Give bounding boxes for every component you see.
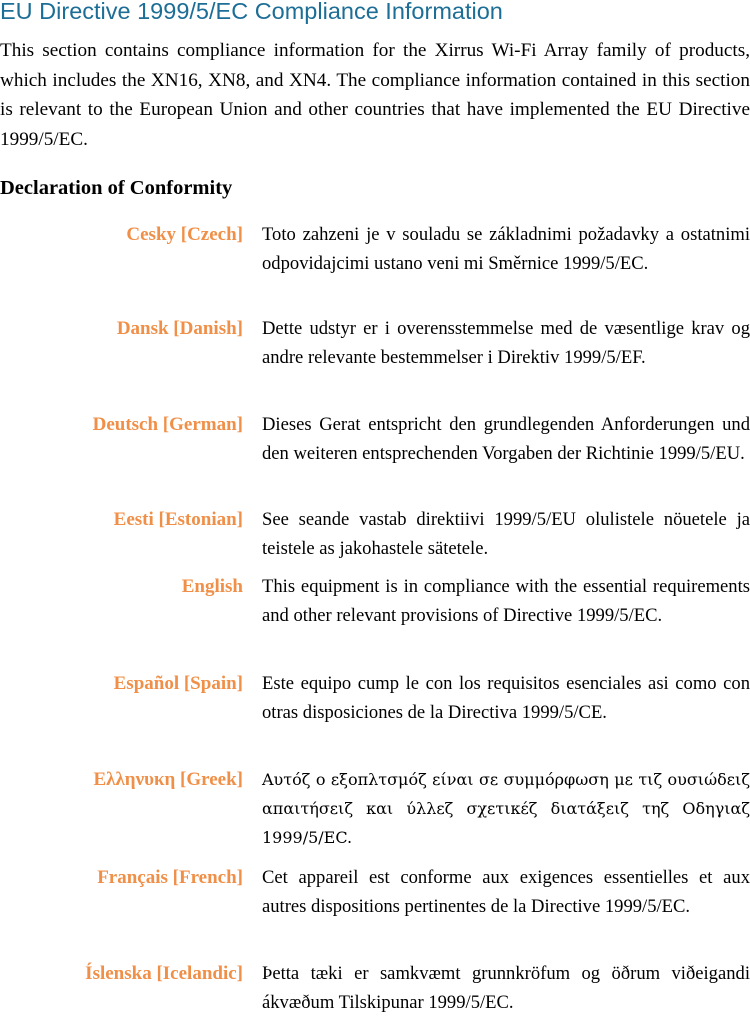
declaration-row-czech <box>0 220 750 314</box>
intro-paragraph: This section contains compliance information for the Xirrus Wi-Fi Array family of products, which includes the XN16, XN8, and XN4. The compliance information contained in this section is relevant to the European Union and other countries that have implemented the EU Directive 1999/5/EC. <box>0 40 750 150</box>
declaration-table <box>0 220 750 1027</box>
declaration-row-german <box>0 410 750 505</box>
declaration-heading: Declaration of Conformity <box>0 177 233 199</box>
declaration-text: This equipment is in compliance with the essential requirements and other relevant provisions of Directive 1999/5/EC. <box>262 576 750 626</box>
language-label: Français [French] <box>97 867 243 888</box>
declaration-row-danish <box>0 314 750 410</box>
declaration-text: Dieses Gerat entspricht den grundlegenden Anforderungen und den weiteren entsprechenden Vorgaben der Richtinie 1999/5/EU. <box>262 414 750 464</box>
declaration-row-french <box>0 863 750 959</box>
declaration-row-estonian <box>0 505 750 572</box>
declaration-text: See seande vastab direktiivi 1999/5/EU olulistele nöuetele ja teistele as jakohastele sätetele. <box>262 509 750 559</box>
declaration-text: Cet appareil est conforme aux exigences essentielles et aux autres dispositions pertinentes de la Directive 1999/5/EC. <box>262 867 750 917</box>
language-label: Español [Spain] <box>113 673 243 694</box>
declaration-row-spanish <box>0 669 750 765</box>
language-label: Dansk [Danish] <box>116 318 243 339</box>
declaration-row-greek <box>0 765 750 863</box>
section-title: EU Directive 1999/5/EC Compliance Information <box>0 0 503 24</box>
language-label: Eesti [Estonian] <box>113 509 243 530</box>
declaration-text: Este equipo cump le con los requisitos esenciales asi como con otras disposiciones de la Directiva 1999/5/CE. <box>262 673 750 723</box>
declaration-row-icelandic <box>0 959 750 1027</box>
language-label: Ελληνυκη [Greek] <box>93 769 243 790</box>
declaration-text: Þetta tæki er samkvæmt grunnkröfum og öðrum viðeigandi ákvæðum Tilskipunar 1999/5/EC. <box>262 963 750 1013</box>
language-label: English <box>181 576 243 597</box>
declaration-text: Αυτόζ ο εξοπλτσμόζ είναι σε συμμόρφωση με τιζ ουσιώδειζ απαιτήσειζ και ύλλεζ σχετικέζ διατάξειζ τηζ Οδηγιαζ 1999/5/EC. <box>262 770 750 847</box>
declaration-text: Toto zahzeni je v souladu se základnimi požadavky a ostatnimi odpovidajcimi ustano veni mi Směrnice 1999/5/EC. <box>262 224 750 274</box>
language-label: Cesky [Czech] <box>126 224 243 245</box>
language-label: Deutsch [German] <box>92 414 243 435</box>
language-label: Íslenska [Icelandic] <box>85 963 243 984</box>
declaration-row-english <box>0 572 750 669</box>
declaration-text: Dette udstyr er i overensstemmelse med de væsentlige krav og andre relevante bestemmelser i Direktiv 1999/5/EF. <box>262 318 750 368</box>
